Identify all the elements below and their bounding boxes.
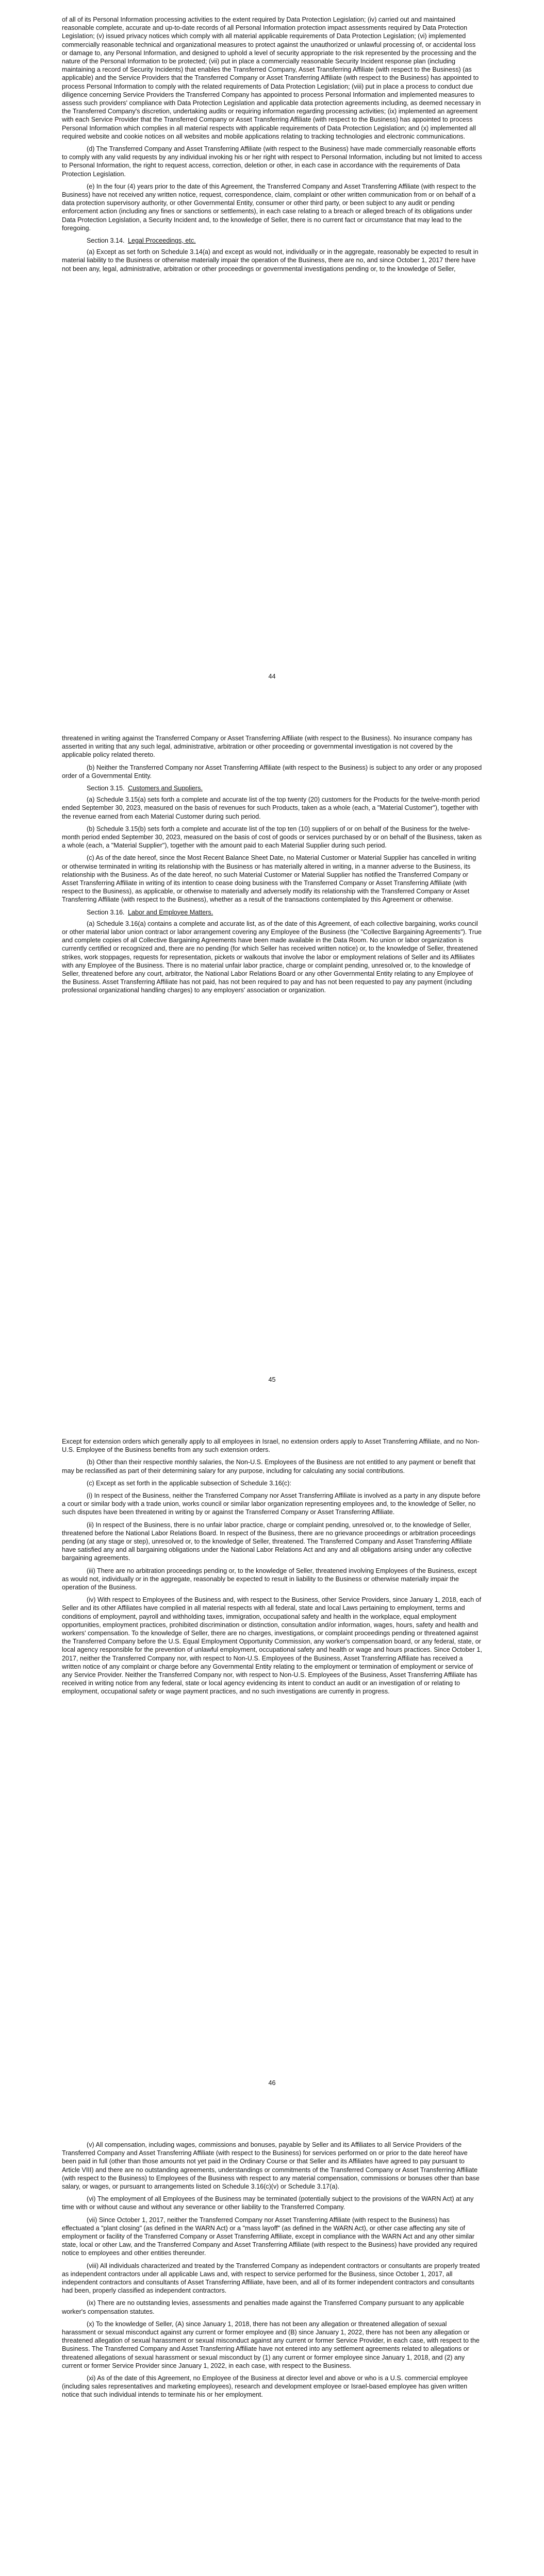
page-content — [62, 15, 482, 277]
paragraph-a: (a) Except as set forth on Schedule 3.14(a) and except as would not, individually or in the aggregate, reasonably be expected to result in material liability to the Business or otherwise materially impair the operation of the Business, there are no, and since October 1, 2017 there have not been any, legal, administrative, arbitration or other proceedings or governmental investigations pending or, to the knowledge of Seller, — [62, 248, 479, 273]
paragraph-a: (a) Schedule 3.15(a) sets forth a complete and accurate list of the top twenty (20) customers for the Products for the twelve-month period ended September 30, 2023, measured on the basis of revenues for such Products, taken as a whole (each, a "Material Customer"), together with the revenue earned from each Material Customer during such period. — [62, 796, 480, 820]
section-heading-3-16 — [87, 908, 482, 917]
section-title: Legal Proceedings, etc. — [128, 237, 196, 245]
page-content — [62, 2141, 482, 2403]
section-heading-3-14 — [87, 236, 482, 245]
page-number: 44 — [268, 673, 276, 680]
paragraph-a: (a) Schedule 3.16(a) contains a complete and accurate list, as of the date of this Agreement, of each collective bargaining, works council or other material labor union contract or labor arrangement covering any Employee of the Business (the "Collective Bargaining Agreements"). True and complete copies of all Collective Bargaining Agreements have been made available in the Data Room. No union or labor organization is currently certified or recognized and, there are no pending (for which Seller has received written notice) or, to the knowledge of Seller, threatened strikes, work stoppages, requests for representation, pickets or walkouts that involve the labor or employment relations of Seller and its Affiliates with any Employee of the Business. There is no material unfair labor practice, charge or complaint pending, unresolved or, to the knowledge of Seller, threatened before any court, arbitrator, the National Labor Relations Board or any other Governmental Entity relating to any Employee of the Business. Asset Transferring Affiliate has not paid, has not been required to pay and has not been requested to pay any payment (including professional organizational handling charges) to any employers' association or organization. — [62, 920, 482, 994]
section-heading-3-15 — [87, 784, 482, 792]
paragraph-viii: (viii) All individuals characterized and treated by the Transferred Company as independent contractors or consultants are properly treated as independent contractors under all applicable Laws and, with respect to service performed for the Business, since October 1, 2017, all independent contractors and consultants of Asset Transferring Affiliate, have been, and all of its former independent contractors and consultants had been, properly classified as independent contractors. — [62, 2262, 480, 2295]
paragraph-b: (b) Schedule 3.15(b) sets forth a complete and accurate list of the top ten (10) suppliers of or on behalf of the Business for the twelve-month period ended September 30, 2023, measured on the basis of cost of goods or services purchased by or on behalf of the Business, taken as a whole (each, a "Material Supplier"), together with the amount paid to each Material Supplier during such period. — [62, 825, 482, 850]
page-content — [62, 1437, 482, 1700]
page-number: 46 — [268, 2079, 276, 2087]
page-content — [62, 734, 482, 999]
paragraph-e: (e) In the four (4) years prior to the date of this Agreement, the Transferred Company and Asset Transferring Affiliate (with respect to the Business) have not received any written notice, request, correspondence, claim, complaint or other written communication from or on behalf of a data protection supervisory authority, or other Governmental Entity, consumer or other third party, or been subject to any audit or pending enforcement action (including any fines or sanctions or settlements), in each case relating to a breach or alleged breach of its obligations under Data Protection Legislation, a Security Incident and, to the knowledge of Seller, there is no current fact or circumstance that may lead to the foregoing. — [62, 182, 476, 232]
paragraph-d: (d) The Transferred Company and Asset Transferring Affiliate (with respect to the Business) have made commercially reasonable efforts to comply with any valid requests by any individual invoking his or her right with respect to Personal Information, including but not limited to access to Personal Information, the right to request access, correction, deletion or other, in each case in accordance with the requirements of Data Protection Legislation. — [62, 145, 482, 178]
paragraph: threatened in writing against the Transferred Company or Asset Transferring Affiliate (with respect to the Business). No insurance company has asserted in writing that any such legal, administrative, arbitration or other proceeding or governmental investigation is not covered by the applicable policy related thereto. — [62, 735, 472, 759]
section-title: Customers and Suppliers. — [128, 785, 203, 792]
paragraph-xi: (xi) As of the date of this Agreement, no Employee of the Business at director level and above or who is a U.S. commercial employee (including sales representatives and marketing employees), research and development employee or Israel-based employee has given written notice that such individual intends to terminate his or her employment. — [62, 2375, 468, 2399]
section-number: Section 3.15. — [87, 785, 125, 792]
document-page-45 — [0, 703, 544, 1406]
paragraph-iv: (iv) With respect to Employees of the Business and, with respect to the Business, other Service Providers, since January 1, 2018, each of Seller and its other Affiliates have complied in all material respects with all federal, state and local Laws pertaining to employment, terms and conditions of employment, payroll and withholding taxes, immigration, occupational safety and health in the workplace, equal employment opportunities, employment practices, prohibited discrimination or distinction, consultation and/or information, wages, hours, safety and health and workers' compensation. To the knowledge of Seller, there are no charges, investigations, or complaint proceedings pending or threatened against the Transferred Company before the U.S. Equal Employment Opportunity Commission, any worker's compensation board, or any federal, state, or local agency responsible for the prevention of unlawful employment, occupational safety and health or wage and hours practices. Since October 1, 2017, neither the Transferred Company nor, with respect to Non-U.S. Employees of the Business, Asset Transferring Affiliate has received a written notice of any complaint or charge before any Governmental Entity relating to the employment or termination of employment or service of any Service Provider. Neither the Transferred Company nor, with respect to Non-U.S. Employees of the Business, Asset Transferring Affiliate has received in writing notice from any federal, state or local agency evidencing its intent to conduct an audit or an investigation of or relating to employment, occupational safety or wage payment practices, and no such investigations are currently in progress. — [62, 1596, 482, 1696]
paragraph-vi: (vi) The employment of all Employees of the Business may be terminated (potentially subject to the provisions of the WARN Act) at any time with or without cause and without any severance or other liability to the Transferred Company. — [62, 2195, 474, 2211]
paragraph: of all of its Personal Information processing activities to the extent required by Data Protection Legislation; (iv) carried out and maintained reasonable complete, accurate and up-to-date records of all Personal Information protection impact assessments required by Data Protection Legislation; (v) issued privacy notices which comply with all material applicable requirements of Data Protection Legislation; (vi) implemented commercially reasonable technical and organizational measures to protect against the unauthorized or unlawful processing of, or accidental loss or damage to, any Personal Information, and designed to uphold a level of security appropriate to the risk represented by the processing and the nature of the Personal Information to be protected; (vii) put in place a commercially reasonable Security Incident response plan (including maintaining a record of Security Incidents) that enables the Transferred Company, Asset Transferring Affiliate (with respect to the Business) (as applicable) and the Service Providers that the Transferred Company or Asset Transferring Affiliate (with respect to the Business) has appointed to process Personal Information to comply with the related requirements of Data Protection Legislation; (viii) put in place a process to conduct due diligence concerning Service Providers the Transferred Company has appointed to process Personal Information and implemented measures to assess such providers' compliance with Data Protection Legislation and applicable data protection agreements including, as deemed necessary in the Transferred Company's discretion, undertaking audits or requiring information regarding processing activities; (ix) implemented an agreement with each Service Provider that the Transferred Company or Asset Transferring Affiliate (with respect to the Business) has appointed to process Personal Information which complies in all material respects with applicable requirements of Data Protection Legislation; and (x) implemented all required website and cookie notices on all websites and mobile applications relating to tracking technologies and electronic communications. — [62, 16, 481, 140]
document-page-46 — [0, 1406, 544, 2110]
paragraph-b: (b) Other than their respective monthly salaries, the Non-U.S. Employees of the Business are not entitled to any payment or benefit that may be reclassified as part of their determining salary for any purpose, including for calculating any social contributions. — [62, 1459, 475, 1475]
section-title: Labor and Employee Matters. — [128, 908, 213, 916]
section-number: Section 3.14. — [87, 237, 125, 245]
document-page-47 — [0, 2110, 544, 2576]
paragraph-x: (x) To the knowledge of Seller, (A) since January 1, 2018, there has not been any allegation or threatened allegation of sexual harassment or sexual misconduct against any current or former employee and (B) since January 1, 2022, there has not been any allegation or threatened allegation of sexual harassment or sexual misconduct against any current or former Service Provider, in each case, with respect to the Business. The Transferred Company and Asset Transferring Affiliate have not entered into any settlement agreements related to allegations or threatened allegations of sexual harassment or sexual misconduct by (1) any current or former employee since January 1, 2018, and (2) any current or former Service Provider since January 1, 2022, in each case, with respect to the Business. — [62, 2320, 480, 2369]
paragraph-c: (c) As of the date hereof, since the Most Recent Balance Sheet Date, no Material Customer or Material Supplier has cancelled in writing or otherwise terminated in writing its relationship with the Business or has materially altered in writing, in a manner adverse to the Business, its relationship with the Business. As of the date hereof, no such Material Customer or Material Supplier has notified the Transferred Company or Asset Transferring Affiliate in writing of its intention to cease doing business with the Transferred Company or Asset Transferring Affiliate (with respect to the Business), as applicable, or otherwise to materially and adversely modify its relationship with the Transferred Company or Asset Transferring Affiliate (with respect to the Business), whether as a result of the transactions contemplated by this Agreement or otherwise. — [62, 854, 476, 904]
paragraph-iii: (iii) There are no arbitration proceedings pending or, to the knowledge of Seller, threatened involving Employees of the Business, except as would not, individually or in the aggregate, reasonably be expected to result in liability to the Business or otherwise materially impair the operation of the Business. — [62, 1567, 477, 1591]
section-number: Section 3.16. — [87, 908, 125, 916]
document-page-44 — [0, 0, 544, 703]
paragraph: Except for extension orders which generally apply to all employees in Israel, no extension orders apply to Asset Transferring Affiliate, and no Non-U.S. Employee of the Business benefits from any such extension orders. — [62, 1438, 480, 1454]
page-number: 45 — [268, 1376, 276, 1383]
paragraph-c: (c) Except as set forth in the applicable subsection of Schedule 3.16(c): — [87, 1479, 291, 1487]
paragraph-v: (v) All compensation, including wages, commissions and bonuses, payable by Seller and its Affiliates to all Service Providers of the Transferred Company and Asset Transferring Affiliate (with respect to the Business) for services performed on or prior to the date hereof have been paid in full (other than those amounts not yet paid in the Ordinary Course or that Seller and its Affiliates have agreed to pay pursuant to Article VIII) and there are no outstanding agreements, understandings or commitments of the Transferred Company or Asset Transferring Affiliate (with respect to the Business) to Employees of the Business with respect to any material compensation, commissions or bonuses other than base salary, or wages, or pursuant to arrangements listed on Schedule 3.16(c)(v) or Schedule 3.17(a). — [62, 2141, 480, 2191]
paragraph-b: (b) Neither the Transferred Company nor Asset Transferring Affiliate (with respect to the Business) is subject to any order or any proposed order of a Governmental Entity. — [62, 764, 482, 779]
paragraph-i: (i) In respect of the Business, neither the Transferred Company nor Asset Transferring Affiliate is involved as a party in any dispute before a court or similar body with a trade union, works council or similar labor organization representing employees and, to the knowledge of Seller, no such disputes have been threatened in writing by or against the Transferred Company or Asset Transferring Affiliate. — [62, 1492, 481, 1516]
paragraph-ix: (ix) There are no outstanding levies, assessments and penalties made against the Transferred Company pursuant to any applicable worker's compensation statutes. — [62, 2299, 465, 2315]
paragraph-vii: (vii) Since October 1, 2017, neither the Transferred Company nor Asset Transferring Affiliate (with respect to the Business) has effectuated a "plant closing" (as defined in the WARN Act) or a "mass layoff" (as defined in the WARN Act), or other case affecting any site of employment or facility of the Transferred Company or Asset Transferring Affiliate, except in compliance with the WARN Act and any other similar state, local or other Law, and the Transferred Company and Asset Transferring Affiliate (with respect to the Business) have provided any required notice to employees and other entities thereunder. — [62, 2216, 477, 2257]
paragraph-ii: (ii) In respect of the Business, there is no unfair labor practice, charge or complaint pending, unresolved or, to the knowledge of Seller, threatened before the National Labor Relations Board. In respect of the Business, there are no grievance proceedings or arbitration proceedings pending (at any stage or step), unresolved or, to the knowledge of Seller, threatened. The Transferred Company and Asset Transferring Affiliate have satisfied any and all bargaining obligations under the National Labor Relations Act and any and all obligations arising under any collective bargaining agreements. — [62, 1521, 476, 1562]
